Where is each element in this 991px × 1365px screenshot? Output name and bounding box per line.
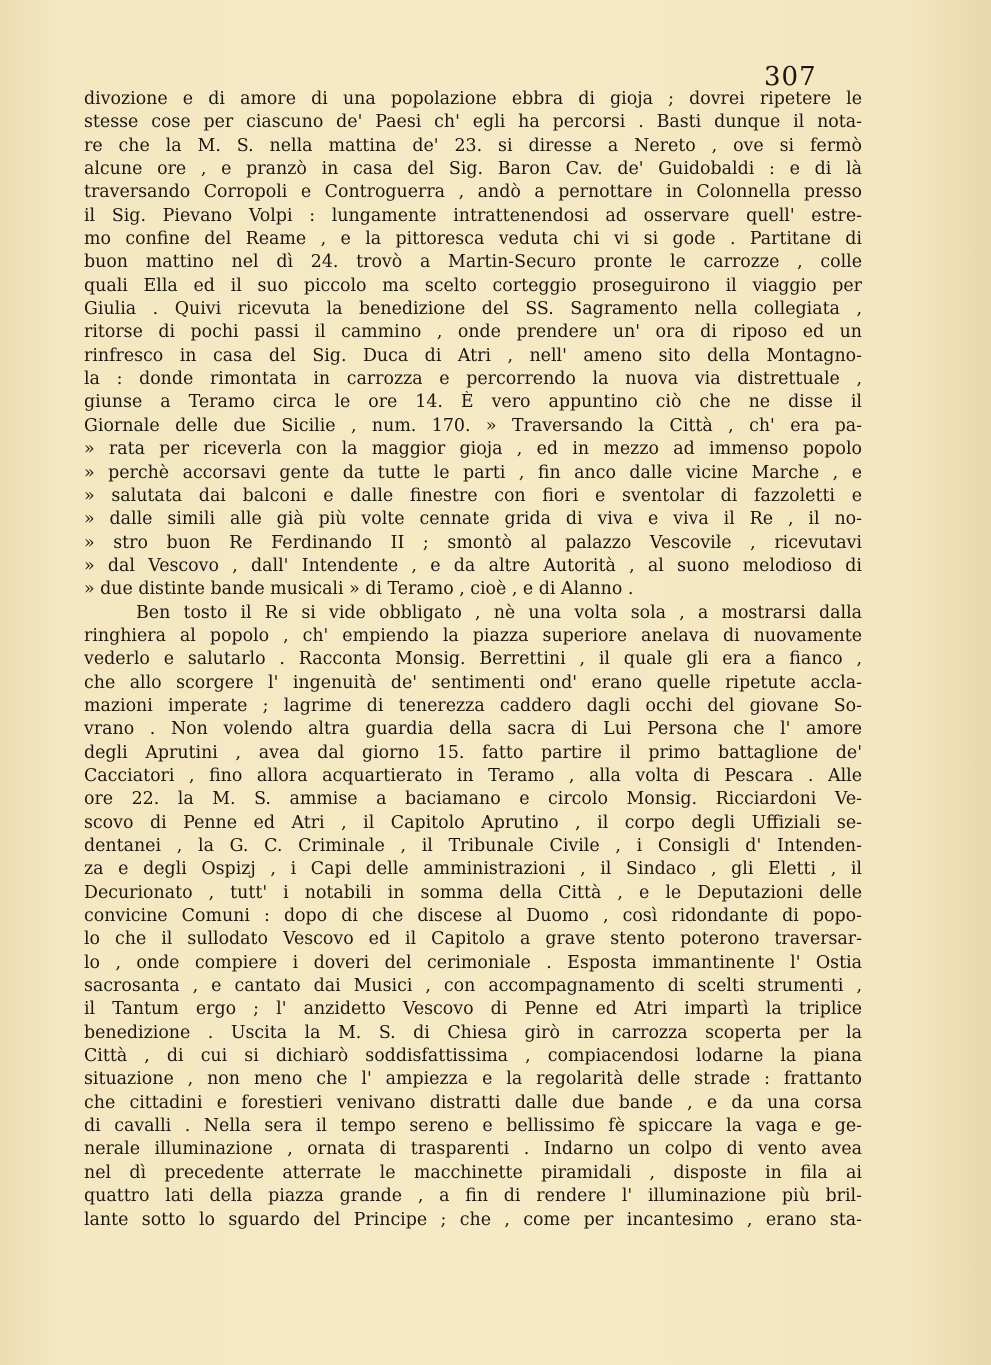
text-line: stesse cose per ciascuno de' Paesi ch' egli ha percorsi . Basti dunque il nota- [84,112,862,133]
text-line: » stro buon Re Ferdinando II ; smontò al palazzo Vescovile , ricevutavi [84,532,862,553]
text-line: il Sig. Pievano Volpi : lungamente intrattenendosi ad osservare quell' estre- [84,205,862,226]
text-line: che cittadini e forestieri venivano distratti dalle due bande , e da una corsa [84,1092,862,1113]
text-line: za e degli Ospizj , i Capi delle amministrazioni , il Sindaco , gli Eletti , il [84,859,862,880]
text-line: quattro lati della piazza grande , a fin di rendere l' illuminazione più bril- [84,1186,862,1207]
text-line: re che la M. S. nella mattina de' 23. si diresse a Nereto , ove si fermò [84,135,862,156]
text-line: degli Aprutini , avea dal giorno 15. fatto partire il primo battaglione de' [84,742,862,763]
text-line: la : donde rimontata in carrozza e percorrendo la nuova via distrettuale , [84,369,862,390]
text-line: divozione e di amore di una popolazione ebbra di gioja ; dovrei ripetere le [84,89,862,109]
text-line: ringhiera al popolo , ch' empiendo la piazza superiore anelava di nuovamente [84,625,862,646]
text-line: » perchè accorsavi gente da tutte le parti , fin anco dalle vicine Marche , e [84,462,862,483]
text-line: » dal Vescovo , dall' Intendente , e da altre Autorità , al suono melodioso di [84,555,862,576]
text-line: situazione , non meno che l' ampiezza e la regolarità delle strade : frattanto [84,1069,862,1090]
text-line: rinfresco in casa del Sig. Duca di Atri , nell' ameno sito della Montagno- [84,345,862,366]
page-number: 307 [764,62,817,92]
text-line: mazioni imperate ; lagrime di tenerezza caddero dagli occhi del giovane So- [84,695,862,716]
text-line: quali Ella ed il suo piccolo ma scelto corteggio proseguirono il viaggio per [84,275,862,296]
text-line: lo , onde compiere i doveri del cerimoniale . Esposta immantinente l' Ostia [84,952,862,973]
text-line: Giulia . Quivi ricevuta la benedizione del SS. Sagramento nella collegiata , [84,299,862,320]
text-line: Cacciatori , fino allora acquartierato in Teramo , alla volta di Pescara . Alle [84,765,862,786]
text-line: » due distinte bande musicali » di Teramo , cioè , e di Alanno . [84,579,634,600]
text-line: buon mattino nel dì 24. trovò a Martin-Securo pronte le carrozze , colle [84,252,862,273]
text-line: vederlo e salutarlo . Racconta Monsig. Berrettini , il quale gli era a fianco , [84,649,862,670]
text-line: benedizione . Uscita la M. S. di Chiesa girò in carrozza scoperta per la [84,1022,862,1043]
text-line: il Tantum ergo ; l' anzidetto Vescovo di Penne ed Atri impartì la triplice [84,999,862,1020]
text-line: di cavalli . Nella sera il tempo sereno e bellissimo fè spiccare la vaga e ge- [84,1116,862,1137]
text-line: nerale illuminazione , ornata di trasparenti . Indarno un colpo di vento avea [84,1139,862,1160]
text-line: lante sotto lo sguardo del Principe ; che , come per incantesimo , erano sta- [84,1209,862,1230]
text-line: » rata per riceverla con la maggior gioja , ed in mezzo ad immenso popolo [84,439,862,460]
text-line: sacrosanta , e cantato dai Musici , con accompagnamento di scelti strumenti , [84,976,862,997]
text-line: dentanei , la G. C. Criminale , il Tribunale Civile , i Consigli d' Intenden- [84,836,862,856]
text-line: » dalle simili alle già più volte cennate grida di viva e viva il Re , il no- [84,509,862,530]
text-line: giunse a Teramo circa le ore 14. È vero appuntino ciò che ne disse il [84,392,862,413]
text-line: ore 22. la M. S. ammise a baciamano e circolo Monsig. Ricciardoni Ve- [84,789,862,810]
text-line: Decurionato , tutt' i notabili in somma della Città , e le Deputazioni delle [84,882,862,903]
text-line: nel dì precedente atterrate le macchinette piramidali , disposte in fila ai [84,1162,862,1183]
text-line: lo che il sullodato Vescovo ed il Capitolo a grave stento poterono traversar- [84,929,862,950]
text-line: mo confine del Reame , e la pittoresca veduta chi vi si gode . Partitane di [84,229,862,250]
text-line: ritorse di pochi passi il cammino , onde prendere un' ora di riposo ed un [84,322,862,343]
text-line: traversando Corropoli e Controguerra , andò a pernottare in Colonnella presso [84,182,862,203]
text-line: Giornale delle due Sicilie , num. 170. » Traversando la Città , ch' era pa- [84,415,862,436]
text-line: Città , di cui si dichiarò soddisfattissima , compiacendosi lodarne la piana [84,1046,862,1067]
text-line: scovo di Penne ed Atri , il Capitolo Aprutino , il corpo degli Uffiziali se- [84,812,862,833]
body-text [84,88,862,1232]
text-line: convicine Comuni : dopo di che discese al Duomo , così ridondante di popo- [84,906,862,927]
text-line: vrano . Non volendo altra guardia della sacra di Lui Persona che l' amore [84,719,862,740]
text-line: che allo scorgere l' ingenuità de' sentimenti ond' erano quelle ripetute accla- [84,672,862,693]
text-line: alcune ore , e pranzò in casa del Sig. Baron Cav. de' Guidobaldi : e di là [84,159,862,180]
text-line: » salutata dai balconi e dalle finestre con fiori e sventolar di fazzoletti e [84,485,862,506]
text-line: Ben tosto il Re si vide obbligato , nè una volta sola , a mostrarsi dalla [136,602,862,623]
